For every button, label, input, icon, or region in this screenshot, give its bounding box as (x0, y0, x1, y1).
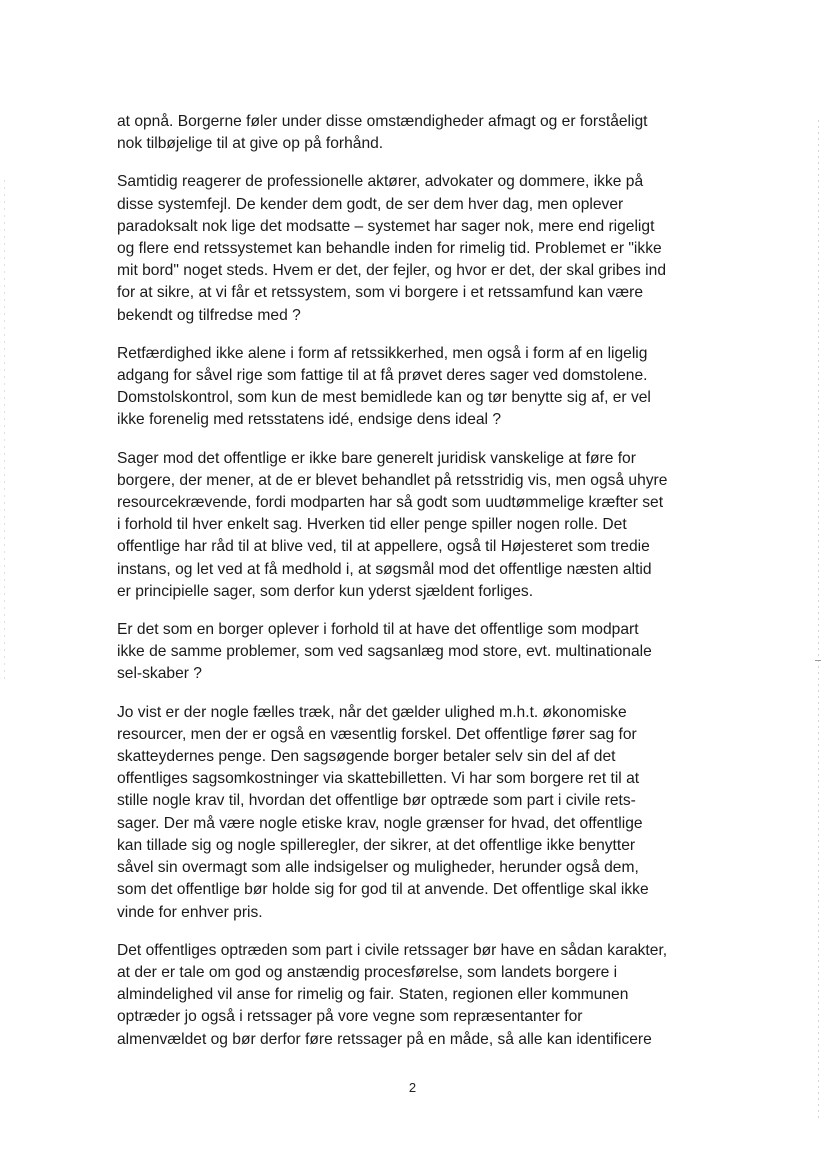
text-line: såvel sin overmagt som alle indsigelser og muligheder, herunder også dem, (117, 859, 639, 877)
text-line: sager. Der må være nogle etiske krav, nogle grænser for hvad, det offentlige (117, 814, 643, 832)
text-line: borgere, der mener, at de er blevet behandlet på retsstridig vis, men også uhyre (117, 471, 668, 489)
text-line: offentliges sagsomkostninger via skattebilletten. Vi har som borgere ret til at (117, 770, 640, 788)
text-line: Sager mod det offentlige er ikke bare generelt juridisk vanskelige at føre for (117, 449, 636, 467)
text-line: optræder jo også i retssager på vore vegne som repræsentanter for (117, 1008, 583, 1026)
paragraph (117, 343, 707, 432)
text-line: ikke forenelig med retsstatens idé, endsige dens ideal ? (117, 411, 502, 429)
text-line: kan tillade sig og nogle spilleregler, der sikrer, at det offentlige ikke benytter (117, 836, 636, 854)
text-line: Er det som en borger oplever i forhold til at have det offentlige som modpart (117, 621, 639, 639)
text-line: almindelighed vil anse for rimelig og fair. Staten, regionen eller kommunen (117, 986, 629, 1004)
paragraph (117, 940, 707, 1051)
text-line: mit bord" noget steds. Hvem er det, der fejler, og hvor er det, der skal gribes ind (117, 262, 666, 280)
paragraph (117, 448, 707, 603)
scan-edge-left (4, 180, 5, 680)
text-line: Samtidig reagerer de professionelle aktører, advokater og dommere, ikke på (117, 173, 644, 191)
scan-mark (815, 660, 821, 661)
paragraph (117, 171, 707, 326)
text-line: Domstolskontrol, som kun de mest bemidlede kan og tør benytte sig af, er vel (117, 389, 651, 407)
text-line: sel-skaber ? (117, 665, 202, 683)
paragraph (117, 111, 707, 155)
text-line: Det offentliges optræden som part i civile retssager bør have en sådan karakter, (117, 941, 668, 959)
text-line: som det offentlige bør holde sig for god til at anvende. Det offentlige skal ikke (117, 881, 649, 899)
text-line: stille nogle krav til, hvordan det offentlige bør optræde som part i civile rets- (117, 792, 636, 810)
text-line: disse systemfejl. De kender dem godt, de ser dem hver dag, men oplever (117, 195, 624, 213)
text-line: er principielle sager, som derfor kun yderst sjældent forliges. (117, 582, 534, 600)
paragraph (117, 702, 707, 924)
text-line: paradoksalt nok lige det modsatte – systemet har sager nok, mere end rigeligt (117, 217, 655, 235)
text-line: vinde for enhver pris. (117, 903, 263, 921)
text-line: resourcer, men der er også en væsentlig forskel. Det offentlige fører sag for (117, 725, 637, 743)
page-number: 2 (408, 1080, 417, 1095)
paragraph (117, 619, 707, 686)
text-line: Retfærdighed ikke alene i form af retssikkerhed, men også i form af en ligelig (117, 344, 648, 362)
text-line: resourcekrævende, fordi modparten har så godt som uudtømmelige kræfter set (117, 494, 664, 512)
text-line: almenvældet og bør derfor føre retssager på en måde, så alle kan identificere (117, 1030, 652, 1048)
text-line: i forhold til hver enkelt sag. Hverken tid eller penge spiller nogen rolle. Det (117, 516, 627, 534)
scan-edge-right (818, 120, 819, 1120)
text-line: instans, og let ved at få medhold i, at søgsmål mod det offentlige næsten altid (117, 560, 652, 578)
text-line: for at sikre, at vi får et retssystem, som vi borgere i et retssamfund kan være (117, 284, 644, 302)
text-line: adgang for såvel rige som fattige til at få prøvet deres sager ved domstolene. (117, 367, 648, 385)
text-line: Jo vist er der nogle fælles træk, når det gælder ulighed m.h.t. økonomiske (117, 703, 627, 721)
text-line: skatteydernes penge. Den sagsøgende borger betaler selv sin del af det (117, 748, 616, 766)
text-line: og flere end retssystemet kan behandle inden for rimelig tid. Problemet er "ikke (117, 240, 662, 258)
text-line: bekendt og tilfredse med ? (117, 306, 301, 324)
text-line: nok tilbøjelige til at give op på forhånd. (117, 135, 384, 153)
text-line: offentlige har råd til at blive ved, til at appellere, også til Højesteret som tredie (117, 538, 650, 556)
text-line: at opnå. Borgerne føler under disse omstændigheder afmagt og er forståeligt (117, 113, 648, 130)
text-line: at der er tale om god og anstændig procesførelse, som landets borgere i (117, 963, 618, 981)
text-line: ikke de samme problemer, som ved sagsanlæg mod store, evt. multinationale (117, 643, 652, 661)
body-text (117, 111, 707, 1067)
